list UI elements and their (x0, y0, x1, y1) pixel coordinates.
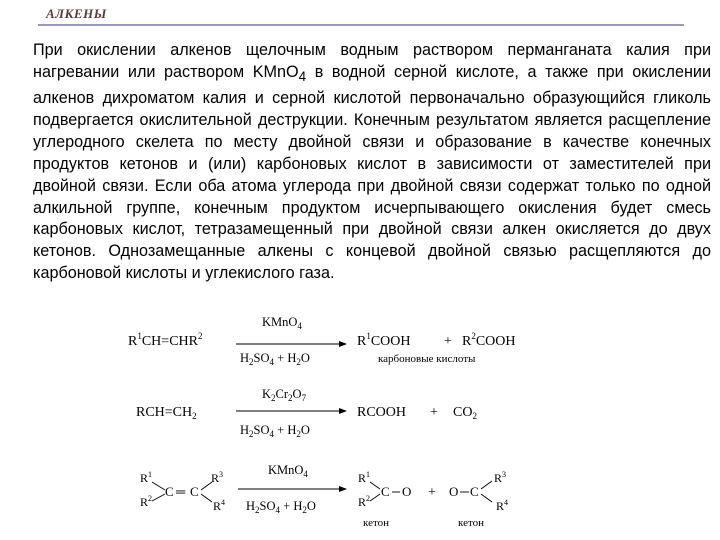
r3-plus: + (428, 485, 436, 500)
r3-reagent-below: $H_2SO_4 + H_2O$ (246, 499, 316, 515)
r3-substituent-4: $R^4$ (213, 498, 226, 513)
r3-double-bond: ═ (176, 484, 186, 499)
r2-reagent-below: $H_2SO_4 + H_2O$ (240, 423, 310, 439)
r3-product-substituent-1: $R^1$ (358, 470, 371, 485)
r3-carbon-2: C (190, 484, 199, 499)
r3-carbon-1: C (165, 484, 174, 499)
r3-product-substituent-4: $R^4$ (496, 498, 509, 513)
r1-caption: карбоновые кислоты (378, 353, 476, 365)
r3-product-substituent-2: $R^2$ (358, 494, 371, 509)
r3-product-carbon-2: C (470, 484, 479, 499)
slide-title: АЛКЕНЫ (46, 6, 107, 21)
r1-product-2: $R^2COOH$ (462, 331, 516, 349)
reaction-2 (136, 387, 477, 439)
reaction-1 (128, 315, 516, 367)
r2-reactant: $RCH=CH_2$ (136, 405, 197, 421)
r1-reactant: $R^1CH=CHR^2$ (128, 331, 203, 349)
r1-reagent-above: KMnO$_4$ (262, 315, 302, 331)
r3-caption-2: кетон (458, 517, 485, 529)
r3-reagent-above: KMnO$_4$ (268, 463, 308, 479)
r1-plus: + (444, 334, 452, 349)
r3-caption-1: кетон (363, 517, 390, 529)
r2-product-2: $CO_2$ (453, 405, 477, 421)
paragraph-subscript: 4 (298, 69, 307, 85)
r3-substituent-2: $R^2$ (140, 494, 153, 509)
r3-substituent-1: $R^1$ (140, 470, 153, 485)
r2-reagent-above: $K_2Cr_2O_7$ (262, 387, 307, 403)
r2-product-1: RCOOH (357, 405, 407, 420)
r3-product-oxygen-2: O (449, 484, 459, 499)
paragraph-text-part2: в водной серной кислоте, а также при окислении алкенов дихроматом калия и серной кислотой первоначально образующийся гликоль подвергается окислительной деструкции. Конечным результатом является расщепление углеродного скелета по месту двойной связи и образование в качестве конечных продуктов кетонов и (или) карбоновых кислот в зависимости от заместителей при двойной связи. Если оба атома углерода при двойной связи содержат только по одной алкильной группе, конечным продуктом исчерпывающего окисления будет смесь карбоновых кислот, тетразамещенный при двойной связи алкен окисляется до двух кетонов. Однозамещанные алкены с концевой двойной связью расщепляются до карбоновой кислоты и углекислого газа. (33, 62, 711, 283)
r1-reagent-below: $H_2SO_4 + H_2O$ (240, 351, 310, 367)
r3-product-substituent-3: $R^3$ (494, 470, 507, 485)
r3-substituent-3: $R^3$ (211, 470, 224, 485)
reaction-3 (140, 463, 508, 529)
r1-product-1: $R^1COOH$ (357, 331, 411, 349)
r3-product-oxygen-1: O (402, 484, 412, 499)
paragraph-text-part1: При окислении алкенов щелочным водным раствором перманганата калия при нагревании или раствором KMnO (33, 41, 711, 81)
r2-plus: + (430, 405, 438, 420)
r3-product-carbon-1: C (381, 484, 390, 499)
